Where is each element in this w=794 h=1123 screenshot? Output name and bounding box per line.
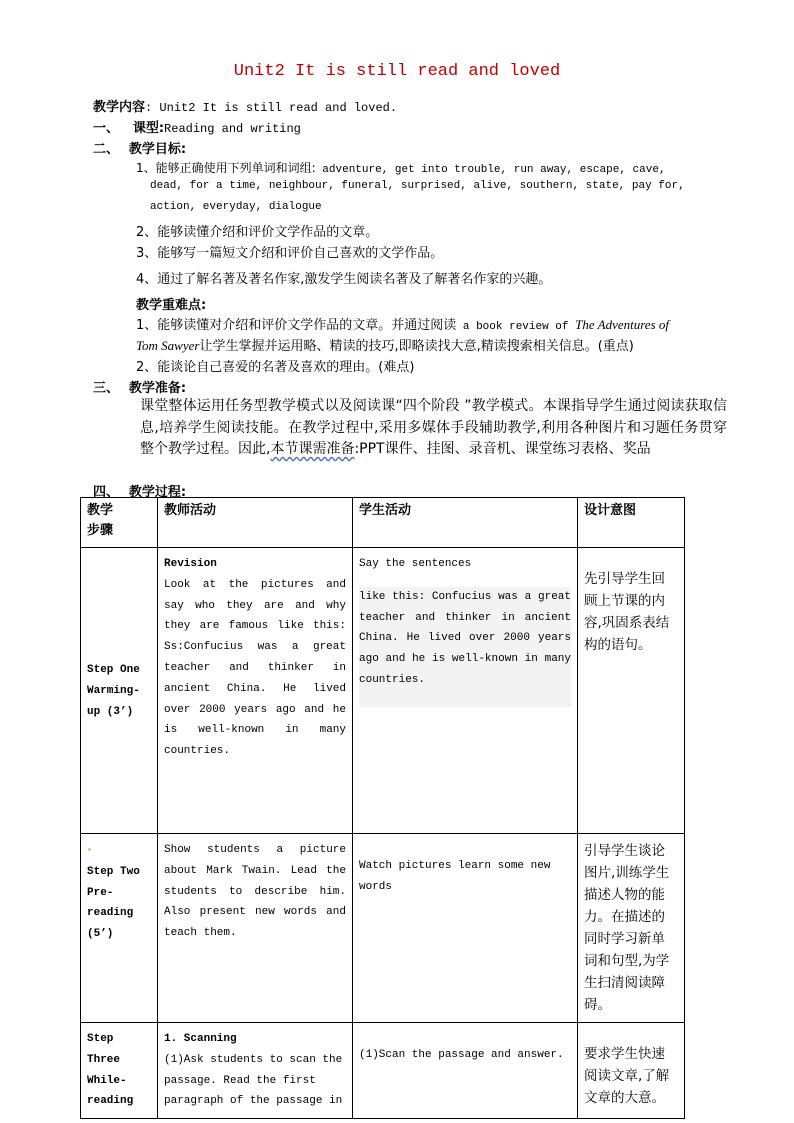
row1-design: 先引导学生回顾上节课的内容,巩固系表结构的语句。 <box>578 548 685 834</box>
goal-item-4: 4、通过了解名著及著名作家,激发学生阅读名著及了解著名作家的兴趣。 <box>136 272 552 287</box>
row3-student: (1)Scan the passage and answer. <box>353 1023 578 1119</box>
header-design: 设计意图 <box>578 498 685 548</box>
lesson-plan-table <box>80 497 685 1119</box>
content-text: : Unit2 It is still read and loved. <box>145 101 398 115</box>
type-line <box>93 117 301 136</box>
goal-item-1-line2: dead, for a time, neighbour, funeral, surprised, alive, southern, state, pay for, <box>150 180 685 192</box>
keypoint-item-2: 2、能谈论自己喜爱的名著及喜欢的理由。(难点) <box>136 360 415 375</box>
goal-item-1-line3: action, everyday, dialogue <box>150 201 322 213</box>
document-title: Unit2 It is still read and loved <box>233 62 561 81</box>
type-number: 一、 <box>93 121 120 136</box>
table-row <box>81 834 685 1023</box>
goal-item-2: 2、能够读懂介绍和评价文学作品的文章。 <box>136 225 379 240</box>
row1-step: Step One Warming-up (3’) <box>81 548 158 834</box>
keypoint-item-1: 1、能够读懂对介绍和评价文学作品的文章。并通过阅读 a book review of The Adventures of <box>136 317 669 333</box>
row1-student: Say the sentences like this: Confucius was a great teacher and thinker in ancient China. He lived over 2000 years ago and he is well-known in many countries. <box>353 548 578 834</box>
header-step: 教学 步骤 <box>81 498 158 548</box>
row3-step: Step Three While-reading <box>81 1023 158 1119</box>
row3-teacher: 1. Scanning (1)Ask students to scan the passage. Read the first paragraph of the passage in <box>158 1023 353 1119</box>
goal-item-3: 3、能够写一篇短文介绍和评价自己喜欢的文学作品。 <box>136 246 444 261</box>
content-line <box>93 96 397 115</box>
row2-student: Watch pictures learn some new words <box>353 834 578 1023</box>
goals-heading <box>93 138 186 157</box>
row1-teacher: Revision Look at the pictures and say who they are and why they are famous like this: Ss:Confucius was a great teacher and thinker in ancient China. He lived over 2000 years ago and he is well-known in many countries. <box>158 548 353 834</box>
row2-design: 引导学生谈论图片,训练学生描述人物的能力。在描述的同时学习新单词和句型,为学生扫清阅读障碍。 <box>578 834 685 1023</box>
row2-teacher: Show students a picture about Mark Twain. Lead the students to describe him. Also present new words and teach them. <box>158 834 353 1023</box>
type-label: 课型: <box>132 121 165 136</box>
prep-heading: 三、 教学准备: <box>93 381 187 396</box>
process-heading: 四、 教学过程: <box>93 485 187 500</box>
content-label: 教学内容 <box>93 100 146 115</box>
row3-design: 要求学生快速阅读文章,了解文章的大意。 <box>578 1023 685 1119</box>
goals-number: 二、 <box>93 142 120 157</box>
goal-item-1: 1、能够正确使用下列单词和词组: adventure, get into trouble, run away, escape, cave, <box>136 161 666 176</box>
table-row <box>81 1023 685 1119</box>
keypoints-heading: 教学重难点: <box>136 298 207 313</box>
goals-label: 教学目标: <box>128 142 187 157</box>
type-text: Reading and writing <box>164 122 301 136</box>
keypoint-item-1-cont: Tom Sawyer让学生掌握并运用略、精读的技巧,即略读找大意,精读搜索相关信息。(重点) <box>136 338 634 354</box>
prep-paragraph: 课堂整体运用任务型教学模式以及阅读课“四个阶段 ”教学模式。本课指导学生通过阅读获取信息,培养学生阅读技能。在教学过程中,采用多媒体手段辅助教学,利用各种图片和习题任务贯穿整个教学过程。因此,本节课需准备:PPT课件、挂图、录音机、课堂练习表格、奖品 <box>140 398 727 457</box>
table-header-row <box>81 498 685 548</box>
header-teacher: 教师活动 <box>158 498 353 548</box>
table-row <box>81 548 685 834</box>
row2-step: ▪ Step Two Pre-reading (5’) <box>81 834 158 1023</box>
header-student: 学生活动 <box>353 498 578 548</box>
